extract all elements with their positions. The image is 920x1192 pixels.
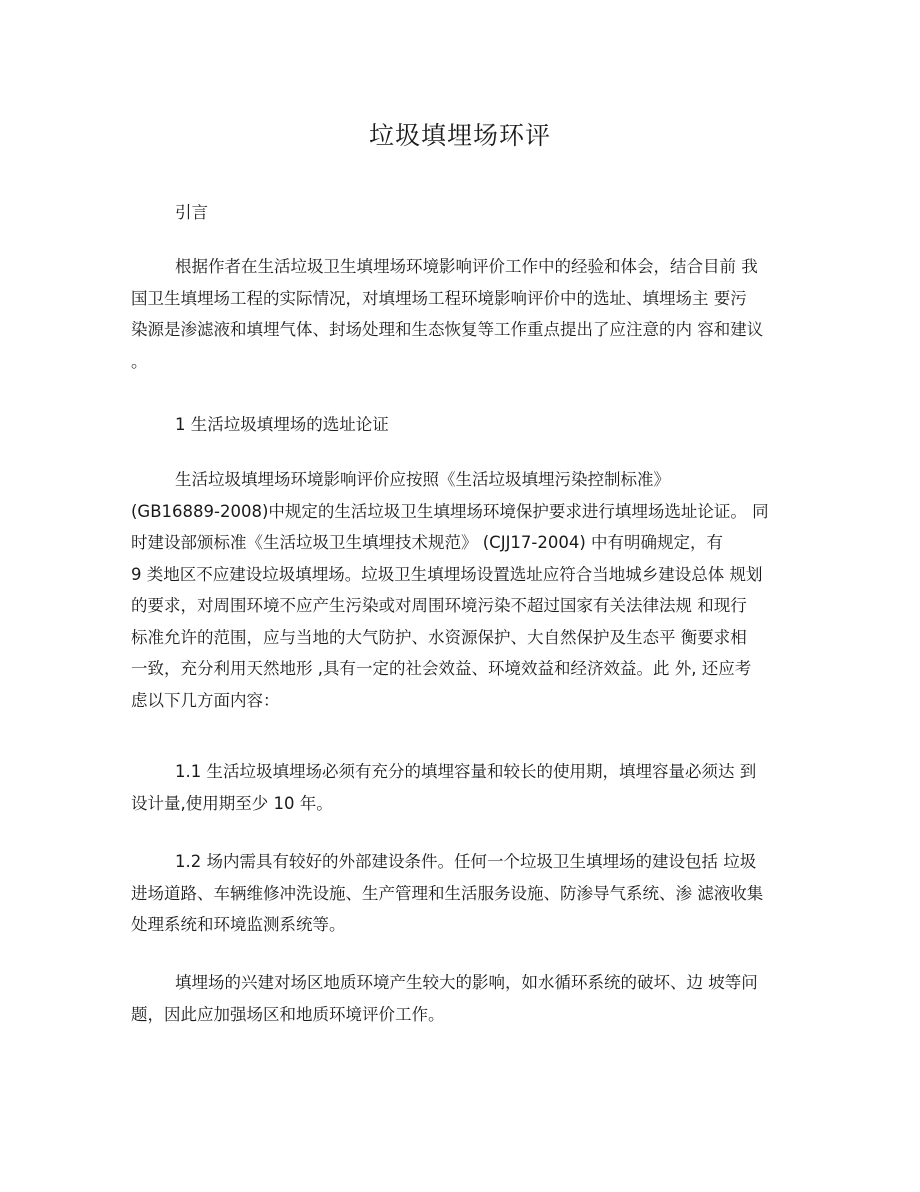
text-line: 虑以下几方面内容： [131, 690, 280, 710]
document-title: 垃圾填埋场环评 [368, 121, 551, 150]
item-1-2-paragraph [131, 846, 781, 941]
text-line: 进场道路、车辆维修冲洗设施、生产管理和生活服务设施、防渗导气系统、渗 滤液收集 [131, 883, 764, 903]
section-1-heading [131, 409, 781, 441]
intro-heading [131, 197, 781, 229]
geology-paragraph [131, 967, 781, 1030]
text-line: 国卫生填埋场工程的实际情况，对填埋场工程环境影响评价中的选址、填埋场主 要污 [131, 288, 747, 308]
text-line: (GB16889-2008)中规定的生活垃圾卫生填埋场环境保护要求进行填埋场选址论证。 同 [131, 501, 769, 521]
text-line: 引言 [175, 203, 208, 222]
text-line: 的要求，对周围环境不应产生污染或对周围环境污染不超过国家有关法律法规 和现行 [131, 596, 747, 615]
text-line: 9 类地区不应建设垃圾填埋场。垃圾卫生填埋场设置选址应符合当地城乡建设总体 规划 [131, 564, 763, 584]
text-line: 一致，充分利用天然地形 ,具有一定的社会效益、环境效益和经济效益。此 外, 还应考 [131, 659, 752, 678]
intro-paragraph [131, 251, 781, 377]
text-line: 设计量,使用期至少 10 年。 [131, 793, 333, 813]
text-line: 根据作者在生活垃圾卫生填埋场环境影响评价工作中的经验和体会，结合目前 我 [175, 257, 758, 276]
text-line: 标准允许的范围，应与当地的大气防护、水资源保护、大自然保护及生态平 衡要求相 [131, 627, 747, 647]
item-1-1-paragraph [131, 756, 781, 819]
text-line: 染源是渗滤液和填埋气体、封场处理和生态恢复等工作重点提出了应注意的内 容和建议 [131, 320, 764, 339]
text-line: 。 [131, 351, 148, 371]
text-line: 1 生活垃圾填埋场的选址论证 [175, 415, 389, 434]
text-line: 1.1 生活垃圾填埋场必须有充分的填埋容量和较长的使用期，填埋容量必须达 到 [175, 762, 757, 781]
text-line: 1.2 场内需具有较好的外部建设条件。任何一个垃圾卫生填埋场的建设包括 垃圾 [175, 852, 757, 871]
section-1-paragraph [131, 464, 781, 716]
text-line: 时建设部颁标准《生活垃圾卫生填埋技术规范》 (CJJ17-2004) 中有明确规定，有 [131, 533, 724, 552]
text-line: 题，因此应加强场区和地质环境评价工作。 [131, 1004, 445, 1024]
text-line: 处理系统和环境监测系统等。 [131, 915, 346, 934]
text-line: 生活垃圾填埋场环境影响评价应按照《生活垃圾填埋污染控制标准》 [175, 470, 670, 489]
text-line: 填埋场的兴建对场区地质环境产生较大的影响，如水循环系统的破坏、边 坡等问 [175, 973, 758, 992]
